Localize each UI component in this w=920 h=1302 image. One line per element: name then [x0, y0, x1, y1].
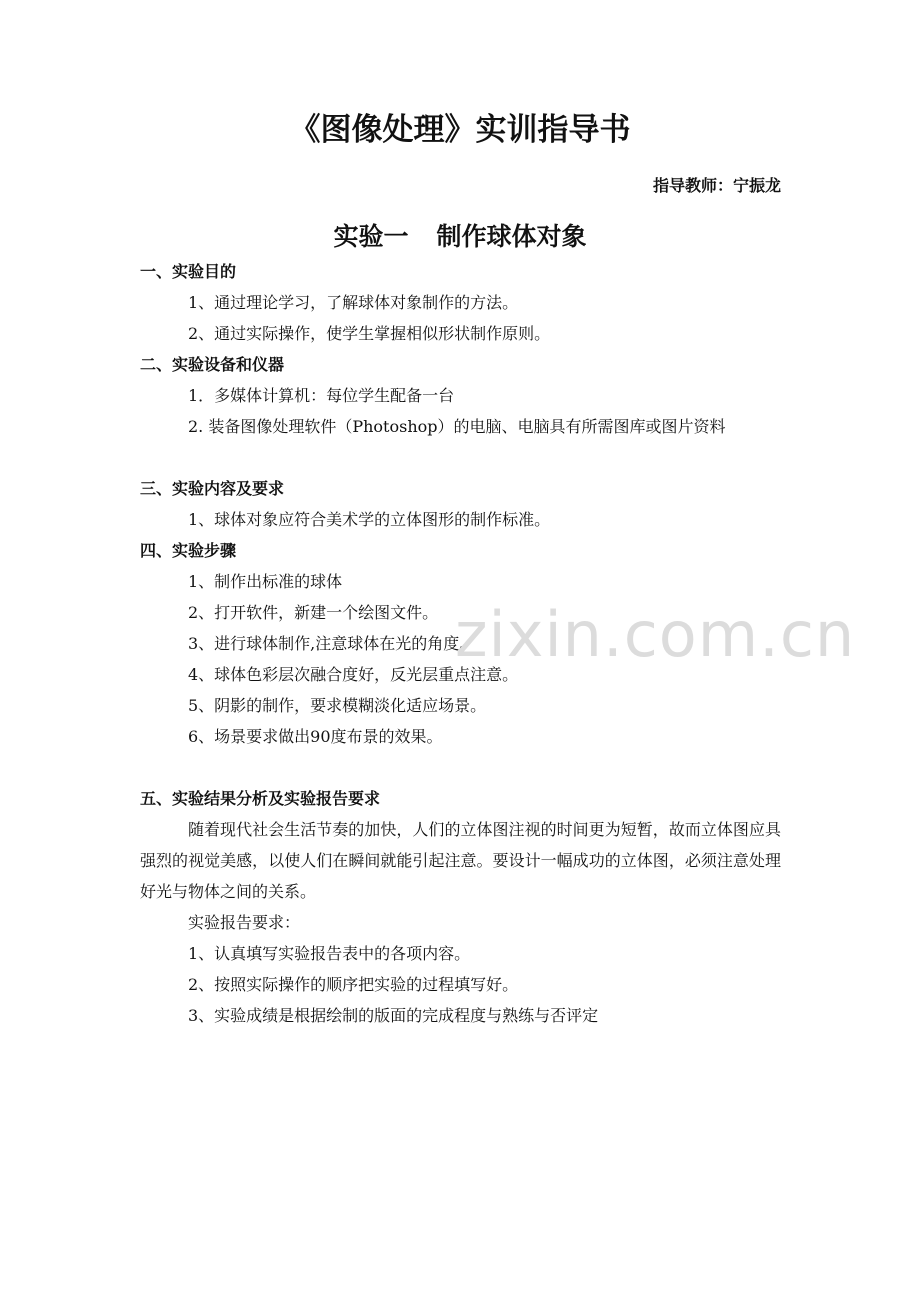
- experiment-number: 实验一: [333, 222, 409, 251]
- experiment-title: [0, 214, 920, 260]
- step-item-4: 4、球体色彩层次融合度好，反光层重点注意。: [188, 665, 519, 684]
- step-item-6: 6、场景要求做出90度布景的效果。: [188, 727, 443, 746]
- step-item-2: 2、打开软件，新建一个绘图文件。: [188, 603, 439, 622]
- step-item-5: 5、阴影的制作，要求模糊淡化适应场景。: [188, 696, 487, 715]
- experiment-name: 制作球体对象: [436, 222, 587, 251]
- section-heading-content: 三、实验内容及要求: [140, 479, 285, 498]
- report-item-2: 2、按照实际操作的顺序把实验的过程填写好。: [188, 975, 519, 994]
- purpose-item-1: 1、通过理论学习，了解球体对象制作的方法。: [188, 293, 519, 312]
- step-item-3: 3、进行球体制作,注意球体在光的角度。: [188, 634, 476, 653]
- purpose-item-2: 2、通过实际操作，使学生掌握相似形状制作原则。: [188, 324, 551, 343]
- report-paragraph: 随着现代社会生活节奏的加快，人们的立体图注视的时间更为短暂，故而立体图应具强烈的视觉美感，以使人们在瞬间就能引起注意。要设计一幅成功的立体图，必须注意处理好光与物体之间的关系。: [140, 820, 781, 901]
- equipment-item-2: 2. 装备图像处理软件（Photoshop）的电脑、电脑具有所需图库或图片资料: [188, 417, 726, 436]
- report-requirements-label: 实验报告要求：: [188, 913, 301, 932]
- content-item-1: 1、球体对象应符合美术学的立体图形的制作标准。: [188, 510, 551, 529]
- report-item-3: 3、实验成绩是根据绘制的版面的完成程度与熟练与否评定: [188, 1006, 599, 1025]
- report-item-1: 1、认真填写实验报告表中的各项内容。: [188, 944, 471, 963]
- section-heading-steps: 四、实验步骤: [140, 541, 237, 560]
- section-heading-equipment: 二、实验设备和仪器: [140, 355, 285, 374]
- section-heading-report: 五、实验结果分析及实验报告要求: [140, 789, 381, 808]
- section-heading-purpose: 一、实验目的: [140, 262, 237, 281]
- step-item-1: 1、制作出标准的球体: [188, 572, 343, 591]
- watermark: zixin.com.cn: [455, 598, 856, 671]
- equipment-item-1: 1．多媒体计算机：每位学生配备一台: [188, 386, 455, 405]
- instructor-line: 指导教师：宁振龙: [652, 176, 781, 195]
- document-title: 《图像处理》实训指导书: [289, 112, 631, 148]
